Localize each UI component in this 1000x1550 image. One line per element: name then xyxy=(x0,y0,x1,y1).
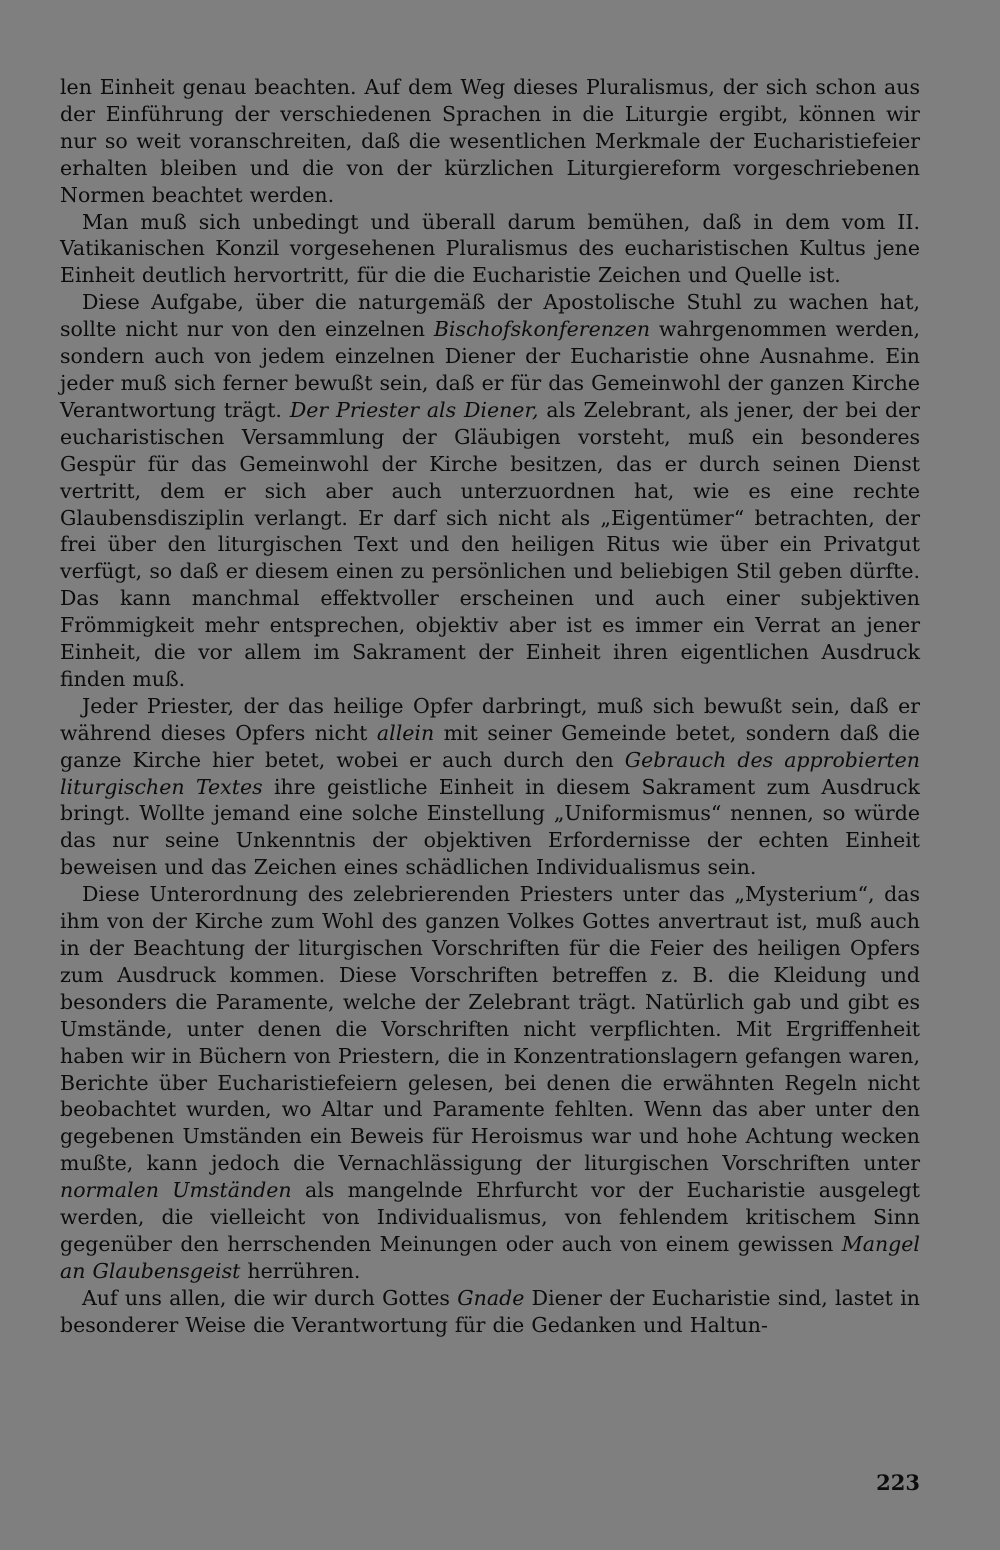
text-run: Auf uns allen, die wir durch Gottes xyxy=(82,1285,458,1310)
italic-text: allein xyxy=(376,720,435,745)
text-run: len Einheit genau beachten. Auf dem Weg dieses Pluralismus, der sich schon aus der Einführung der verschiedenen Sprachen in die Liturgie ergibt, können wir nur so weit voranschreiten, daß die wesentlichen Merkmale der Eucharistiefeier erhalten bleiben und die von der kürzlichen Liturgiereform vorgeschriebenen Normen beachtet werden. xyxy=(60,75,920,207)
text-run: Man muß sich unbedingt und überall darum bemühen, daß in dem vom II. Vatikanischen Konzil vorgesehenen Pluralismus des eucharistischen Kultus jene Einheit deutlich hervortritt, für die die Eucharistie Zeichen und Quelle ist. xyxy=(60,209,920,288)
text-run: mit seiner Gemeinde betet, sondern daß die ganze Kirche hier betet, wobei er auch durch den xyxy=(60,720,920,772)
text-run: als Zelebrant, als jener, der bei der eucharistischen Versammlung der Gläubigen vorsteht, muß ein besonderes Gespür für das Gemeinwohl der Kirche besitzen, das er durch seinen Dienst vertritt, dem er sich aber auch unterzuordnen hat, wie es eine rechte Glaubensdisziplin verlangt. Er darf sich nicht als „Eigentümer“ betrachten, der frei über den liturgischen Text und den heiligen Ritus wie über ein Privatgut verfügt, so daß er diesem einen zu persönlichen und beliebigen Stil geben dürfte. Das kann manchmal effektvoller erscheinen und auch einer subjektiven Frömmigkeit mehr entsprechen, objektiv aber ist es immer ein Verrat an jener Einheit, die vor allem im Sakrament der Einheit ihren eigentlichen Ausdruck finden muß. xyxy=(60,397,920,691)
text-run: wahrgenommen werden, sondern auch von jedem einzelnen Diener der Eucharistie ohne Ausnahme. Ein jeder muß sich ferner bewußt sein, daß er für das Gemeinwohl der ganzen Kirche Verantwortung trägt. xyxy=(60,317,920,422)
italic-text: Mangel an Glaubensgeist xyxy=(60,1231,920,1283)
italic-text: Bischofskonferenzen xyxy=(433,317,651,342)
paragraph-4 xyxy=(60,693,920,881)
paragraph-5 xyxy=(60,881,920,1285)
page-number: 223 xyxy=(876,1470,920,1495)
italic-text: Der Priester als Diener, xyxy=(289,397,539,422)
paragraph-6 xyxy=(60,1285,920,1339)
text-run: Diese Aufgabe, über die naturgemäß der Apostolische Stuhl zu wachen hat, sollte nicht nur von den einzelnen xyxy=(60,290,920,342)
text-run: Jeder Priester, der das heilige Opfer darbringt, muß sich bewußt sein, daß er während dieses Opfers nicht xyxy=(60,693,920,745)
body-text xyxy=(60,74,920,1339)
italic-text: Gnade xyxy=(457,1285,525,1310)
text-run: herrühren. xyxy=(240,1258,361,1283)
text-run: als mangelnde Ehrfurcht vor der Eucharistie ausgelegt werden, die vielleicht von Individualismus, von fehlendem kritischem Sinn gegenüber den herrschenden Meinungen oder auch von einem gewissen xyxy=(60,1178,920,1256)
document-page xyxy=(60,74,920,1339)
text-run: Diese Unterordnung des zelebrierenden Priesters unter das „Mysterium“, das ihm von der Kirche zum Wohl des ganzen Volkes Gottes anvertraut ist, muß auch in der Beachtung der liturgischen Vorschriften für die Feier des heiligen Opfers zum Ausdruck kommen. Diese Vorschriften betreffen z. B. die Kleidung und besonders die Paramente, welche der Zelebrant trägt. Natürlich gab und gibt es Umstände, unter denen die Vorschriften nicht verpflichten. Mit Ergriffenheit haben wir in Büchern von Priestern, die in Konzentrationslagern gefangen waren, Berichte über Eucharistiefeiern gelesen, bei denen die erwähnten Regeln nicht beobachtet wurden, wo Altar und Paramente fehlten. Wenn das aber unter den gegebenen Umständen ein Beweis für Heroismus war und hohe Achtung wecken mußte, kann jedoch die Vernachlässigung der liturgischen Vorschriften unter xyxy=(60,882,920,1176)
italic-text: Gebrauch des approbierten liturgischen Textes xyxy=(60,747,920,799)
italic-text: normalen Umständen xyxy=(60,1178,292,1203)
text-run: Diener der Eucharistie sind, lastet in besonderer Weise die Verantwortung für die Gedanken und Haltun- xyxy=(60,1285,920,1337)
paragraph-2 xyxy=(60,209,920,290)
paragraph-3 xyxy=(60,289,920,693)
text-run: ihre geistliche Einheit in diesem Sakrament zum Ausdruck bringt. Wollte jemand eine solche Einstellung „Uniformismus“ nennen, so würde das nur seine Unkenntnis der objektiven Erfordernisse der echten Einheit beweisen und das Zeichen eines schädlichen Individualismus sein. xyxy=(60,774,920,880)
paragraph-1 xyxy=(60,74,920,209)
